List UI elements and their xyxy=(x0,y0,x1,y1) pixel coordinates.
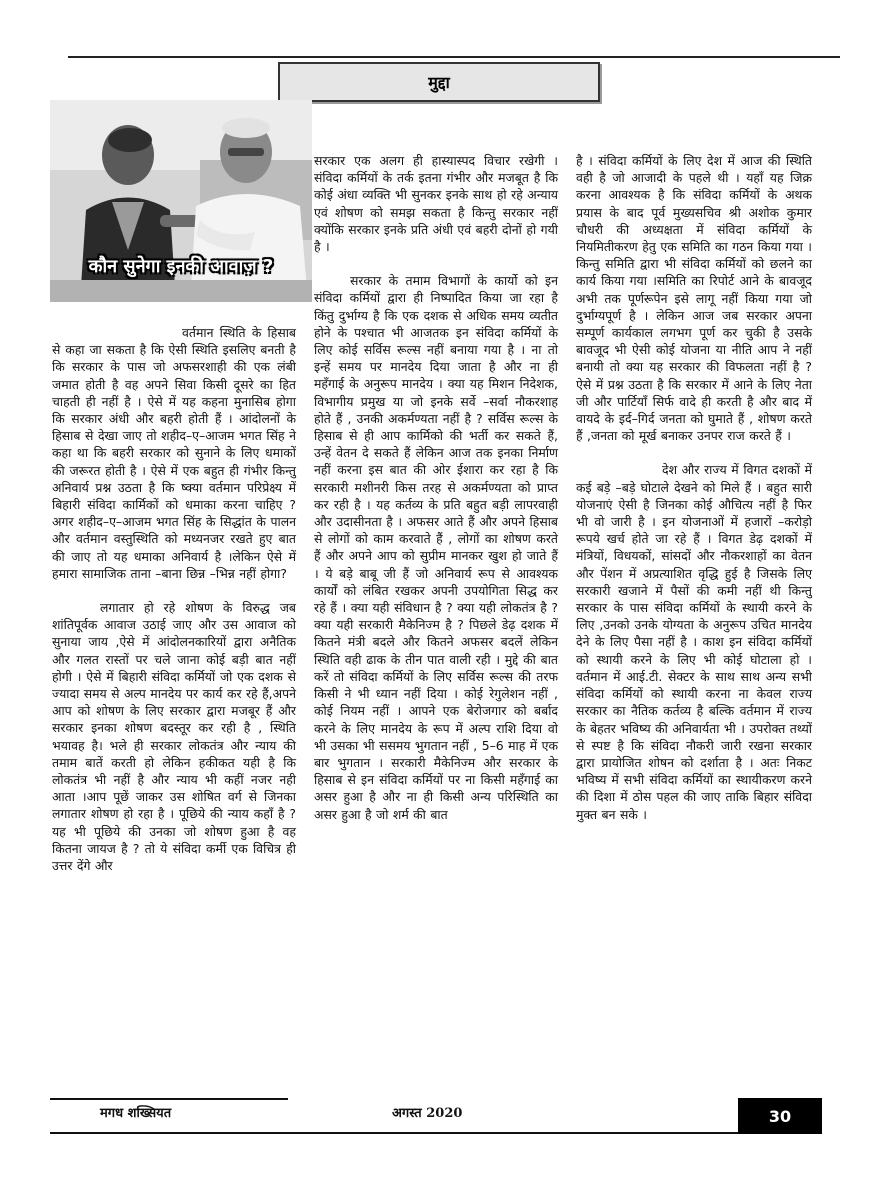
column-2-paragraph-1: सरकार एक अलग ही हास्यास्पद विचार रखेगी । संविदा कर्मियों के तर्क इतना गंभीर और मजबूत है कि कोई अंधा व्यक्ति भी सुनकर इनके साथ हो रहे अन्याय एवं शोषण को समझ सकता है किन्तु सरकार नहीं क्योंकि सरकार इनके प्रति अंधी एवं बहरी दोनों हो गयी है । xyxy=(314,153,558,255)
page-number: 30 xyxy=(738,1098,822,1134)
column-2-paragraph-2: सरकार के तमाम विभागों के कार्यो को इन संविदा कर्मियों द्वारा ही निष्पादित किया जा रहा है किंतु दुर्भाग्य है कि एक दशक से अधिक समय व्यतीत होने के पश्चात भी आजतक इन संविदा कर्मियों के लिए कोई सर्विस रूल्स नहीं बनाया गया है । ना तो इन्हें समय पर मानदेय दिया जाता है और ना ही महँगाई के अनुरूप मानदेय । क्या यह मिशन निदेशक, विभागीय प्रमुख या जो इनके सर्वे –सर्वा नौकरशाह होते हैं , उनकी अकर्मण्यता नहीं है ? सर्विस रूल्स के हिसाब से ही आप कार्मिको की भर्ती कर सकते हैं, उन्हें वेतन दे सकते हैं लेकिन आज तक इनका निर्माण नहीं करना इस बात की ओर ईशारा कर रहा है कि सरकारी मशीनरी किस तरह से अकर्मण्यता को प्राप्त कर रही है । यह कर्तव्य के प्रति बहुत बड़ी लापरवाही और उदासीनता है । अफसर आते हैं और अपने हिसाब से लोगों को काम करवाते हैं , लोगों का शोषण करते हैं और अपने आप को सुप्रीम मानकर खुश हो जाते हैं । ये बड़े बाबू जी हैं जो अनिवार्य रूप से आवश्यक कार्यों को लंबित रखकर अपनी उपयोगिता सिद्ध कर रहे हैं । क्या यही संविधान है ? क्या यही लोकतंत्र है ? क्या यही सरकारी मैकेनिज्म है ? पिछले डेढ़ दशक में कितने मंत्री बदले और कितने अफसर बदलें लेकिन स्थिति वही ढाक के तीन पात वाली रही । मुद्दे की बात करें तो संविदा कर्मियों के लिए सर्विस रूल्स की तरफ किसी ने भी ध्यान नहीं दिया । कोई रेगुलेशन नहीं , कोई नियम नहीं । आपने एक बेरोजगार को बर्बाद करने के लिए मानदेय के रूप में अल्प राशि दिया वो भी उसका भी ससमय भुगतान नहीं , 5–6 माह में एक बार भुगतान । सरकारी मैकेनिज्म और सरकार के हिसाब से इन संविदा कर्मियों पर ना किसी महँगाई का असर हुआ है और ना ही किसी अन्य परिस्थिति का असर हुआ है जो शर्म की बात xyxy=(314,273,558,822)
footer-magazine-name: मगध शख्सियत xyxy=(100,1106,172,1121)
section-tab xyxy=(278,62,600,102)
top-rule xyxy=(68,56,840,58)
column-3-paragraph-2: देश और राज्य में विगत दशकों में कई बड़े –बड़े घोटाले देखने को मिले हैं । बहुत सारी योजनाएं ऐसी है जिनका कोई औचित्य नहीं है फिर भी वो जारी है । इन योजनाओं में हजारों –करोड़ो रूपये खर्च होते जा रहे हैं । विगत डेढ़ दशकों में मंत्रियों, विधयकों, सांसदों और नौकरशाहों का वेतन और पेंशन में अप्रत्याशित वृद्धि हुई है जिसके लिए सरकारी खजाने में पैसों की कमी नहीं थी किन्तु सरकार के पास संविदा कर्मियों के स्थायी करने के लिए ,उनको उनके योग्यता के अनुरूप उचित मानदेय देने के लिए पैसा नहीं है । काश इन संविदा कर्मियों को स्थायी करने के लिए भी कोई घोटाला हो । वर्तमान में आई.टी. सेक्टर के साथ साथ अन्य सभी संविदा कर्मियों को स्थायी करना ना केवल राज्य सरकार का नैतिक कर्तव्य है बल्कि वर्तमान में राज्य के बेहतर भविष्य की अनिवार्यता भी । उपरोक्त तथ्यों से स्पष्ट है कि संविदा नौकरी जारी रखना सरकार द्वारा प्रायोजित शोषन को दर्शाता है । अतः निकट भविष्य में सभी संविदा कर्मियों का स्थायीकरण करने की दिशा में ठोस पहल की जाए ताकि बिहार संविदा मुक्त बन सके । xyxy=(576,462,812,822)
column-1-paragraph-1: वर्तमान स्थिति के हिसाब से कहा जा सकता है कि ऐसी स्थिति इसलिए बनती है कि सरकार के पास जो अफसरशाही की एक लंबी जमात होती है वह अपने सिवा किसी दूसरे का हित चाहती ही नहीं है । ऐसे में यह कहना मुनासिब होगा कि सरकार अंधी और बहरी होती हैं । आंदोलनों के हिसाब से देखा जाए तो शहीद–ए–आजम भगत सिंह ने कहा था कि बहरी सरकार को सुनाने के लिए धमाकों की जरूरत होती है । ऐसे में एक बहुत ही गंभीर किन्तु अनिवार्य प्रश्न उठता है कि ष्क्या वर्तमान परिप्रेक्ष्य में बिहारी संविदा कार्मिकों को धमाका करना चाहिए ? अगर शहीद–ए–आजम भगत सिंह के सिद्धांत के पालन और वर्तमान वस्तुस्थिति को मध्यनजर रखते हुए बात की जाए तो यह धमाका अनिवार्य है ।लेकिन ऐसे में हमारा सामाजिक ताना –बाना छिन्न –भिन्न नहीं होगा? xyxy=(52,325,296,581)
article-photo xyxy=(50,100,312,302)
photo-caption: कौन सुनेगा इनकी आवाज़ ? xyxy=(88,256,274,277)
column-1-paragraph-2: लगातार हो रहे शोषण के विरुद्ध जब शांतिपूर्वक आवाज उठाई जाए और उस आवाज को सुनाया जाय ,ऐसे में आंदोलनकारियों द्वारा अनैतिक और गलत रास्तों पर चले जाना कोई बड़ी बात नहीं होगी । ऐसे में बिहारी संविदा कर्मियों जो एक दशक से ज्यादा समय से अल्प मानदेय पर कार्य कर रहे हैं,अपने आप को शोषण के लिए सरकार द्वारा मजबूर हैं और सरकार इनका शोषण बदस्तूर कर रही है , स्थिति भयावह है। भले ही सरकार लोकतंत्र और न्याय की तमाम बातें करती हो लेकिन हकीकत यही है कि लोकतंत्र भी नहीं है और न्याय भी कहीं नजर नही आता ।आप पूछें जाकर उस शोषित वर्ग से जिनका लगातार शोषण हो रहा है । पूछिये की न्याय कहाँ है ? यह भी पूछिये की उनका जो शोषण हुआ है वह कितना जायज है ? तो ये संविदा कर्मी एक विचित्र ही उत्तर देंगे और xyxy=(52,600,296,874)
footer-rule xyxy=(50,1132,786,1134)
section-label: मुद्दा xyxy=(428,73,450,92)
footer-issue-date: अगस्त 2020 xyxy=(392,1106,463,1121)
column-3-paragraph-1: है । संविदा कर्मियों के लिए देश में आज की स्थिति वही है जो आजादी के पहले थी । यहाँ यह जिक्र करना आवश्यक है कि संविदा कर्मियों के अथक प्रयास के बाद पूर्व मुख्यसचिव श्री अशोक कुमार चौधरी की अध्यक्षता में संविदा कर्मियों के नियमितीकरण हेतु एक समिति का गठन किया गया । किन्तु समिति द्वारा भी संविदा कर्मियों को छलने का कार्य किया गया ।समिति का रिपोर्ट आने के बावजूद अभी तक पूर्णरूपेन इसे लागू नहीं किया गया जो दुर्भाग्यपूर्ण है । लेकिन आज जब सरकार अपना सम्पूर्ण कार्यकाल लगभग पूर्ण कर चुकी है उसके बावजूद भी ऐसी कोई योजना या नीति आप ने नहीं बनायी तो क्या यह सरकार की विफलता नहीं है ? ऐसे में प्रश्न उठता है कि सरकार में आने के लिए नेता जी और पार्टियाँ सिर्फ वादे ही करती है और बाद में वायदे के इर्द–गिर्द जनता को घुमाते हैं , शोषण करते हैं ,जनता को मूर्ख बनाकर उनपर राज करते हैं । xyxy=(576,153,812,444)
footer-accent-bar xyxy=(50,1098,288,1100)
